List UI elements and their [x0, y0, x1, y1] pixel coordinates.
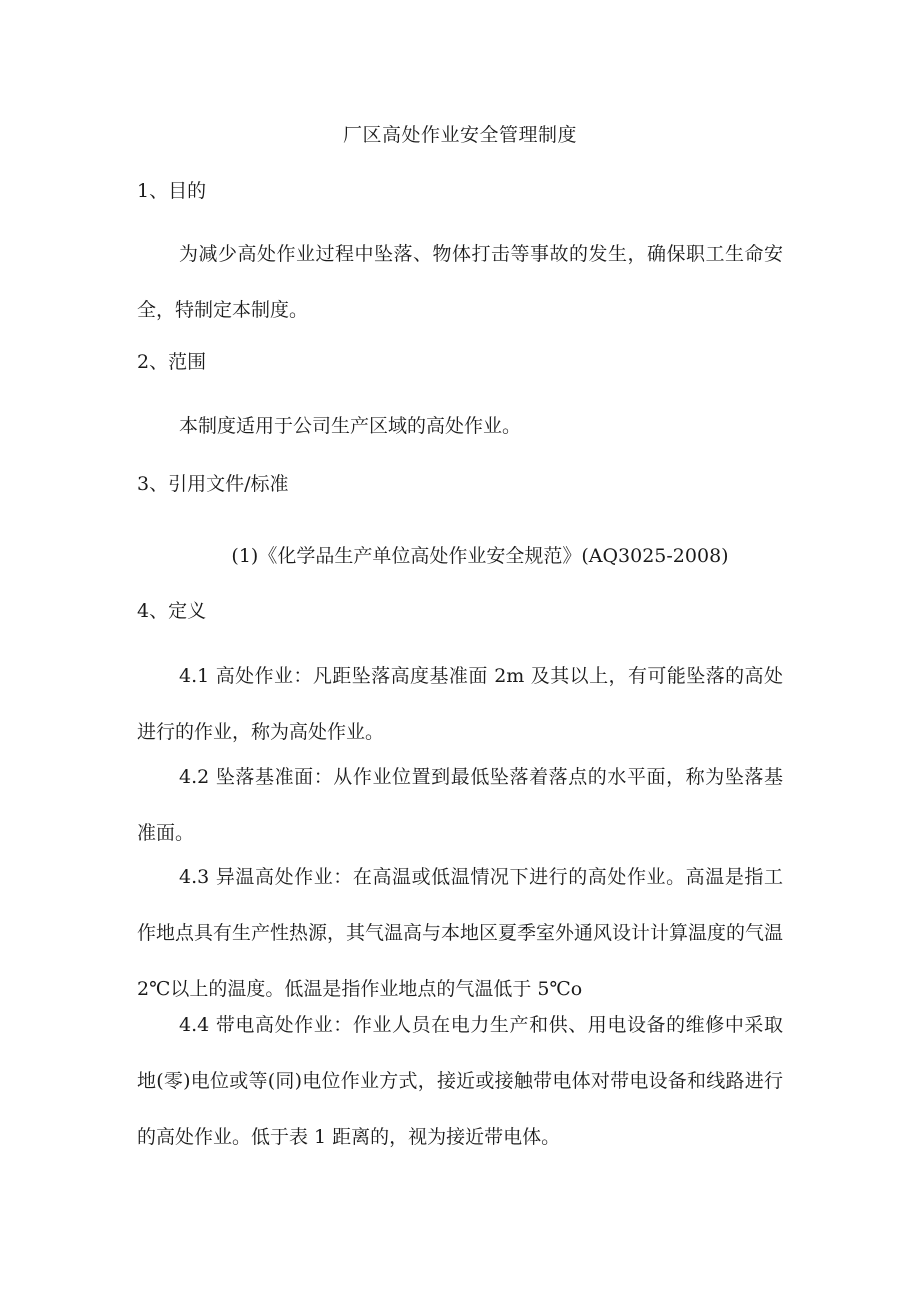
section-1-text: 为减少高处作业过程中坠落、物体打击等事故的发生，确保职工生命安全，特制定本制度。 [137, 243, 783, 321]
section-3-heading: 3、引用文件/标准 [137, 473, 289, 495]
definition-4-4: 4.4 带电高处作业：作业人员在电力生产和供、用电设备的维修中采取地(零)电位或等(同)电位作业方式，接近或接触带电体对带电设备和线路进行的高处作业。低于表 1 距离的，视为接近带电体。 [137, 1014, 783, 1148]
section-2-heading: 2、范围 [137, 351, 207, 373]
section-4-heading: 4、定义 [137, 600, 207, 622]
definition-4-1: 4.1 高处作业：凡距坠落高度基准面 2m 及其以上，有可能坠落的高处进行的作业，称为高处作业。 [137, 665, 783, 743]
document-title: 厂区高处作业安全管理制度 [342, 124, 577, 146]
definition-4-2: 4.2 坠落基准面：从作业位置到最低坠落着落点的水平面，称为坠落基准面。 [137, 766, 783, 844]
section-2-text: 本制度适用于公司生产区域的高处作业。 [179, 415, 522, 437]
definition-4-3: 4.3 异温高处作业：在高温或低温情况下进行的高处作业。高温是指工作地点具有生产性热源，其气温高与本地区夏季室外通风设计计算温度的气温 2℃以上的温度。低温是指作业地点的气温低于 5℃o [137, 866, 784, 1000]
section-3-reference: (1)《化学品生产单位高处作业安全规范》(AQ3025-2008) [231, 545, 729, 567]
section-1-heading: 1、目的 [137, 180, 207, 202]
